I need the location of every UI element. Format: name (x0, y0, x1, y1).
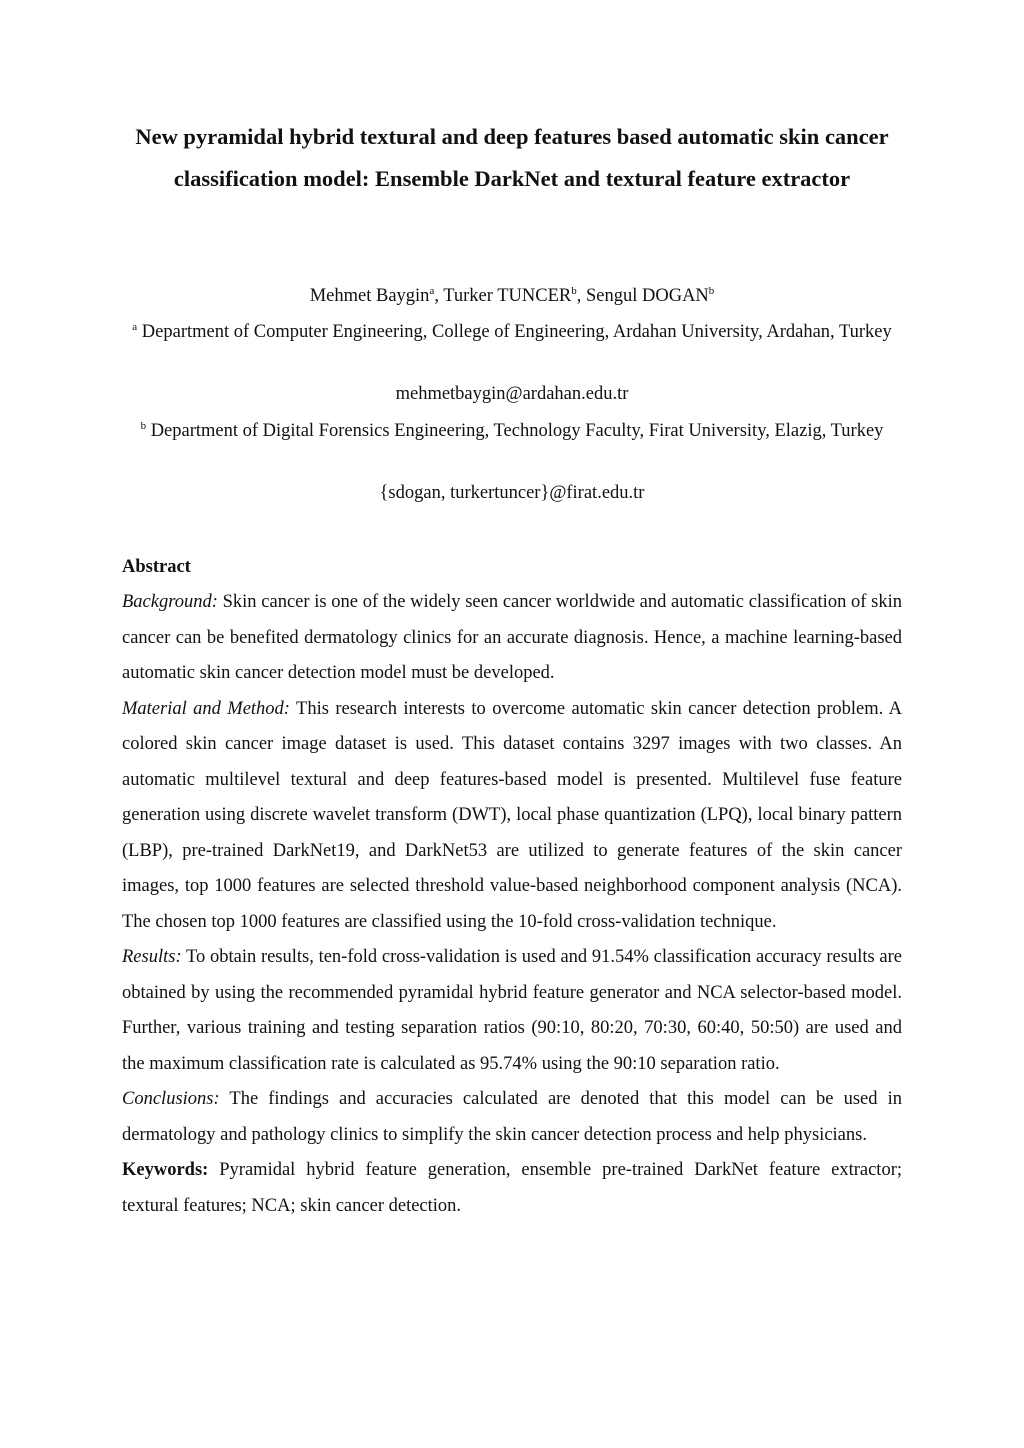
abstract-section-method (122, 692, 902, 941)
abstract-section-results (122, 940, 902, 1082)
section-text: This research interests to overcome automatic skin cancer detection problem. A colored skin cancer image dataset is used. This dataset contains 3297 images with two classes. An automatic multilevel textural and deep features-based model is presented. Multilevel fuse feature generation using discrete wavelet transform (DWT), local phase quantization (LPQ), local binary pattern (LBP), pre-trained DarkNet19, and DarkNet53 are utilized to generate features of the skin cancer images, top 1000 features are selected threshold value-based neighborhood component analysis (NCA). The chosen top 1000 features are classified using the 10-fold cross-validation technique. (122, 698, 902, 932)
author-name: Turker TUNCER (443, 286, 572, 306)
affiliation-text: Department of Computer Engineering, College of Engineering, Ardahan University, Ardahan, Turkey (141, 322, 892, 342)
section-label: Background: (122, 592, 218, 612)
author-separator: , (576, 286, 586, 306)
section-label: Conclusions: (122, 1089, 220, 1109)
author-email-a: mehmetbaygin@ardahan.edu.tr (395, 384, 629, 404)
section-text: Skin cancer is one of the widely seen cancer worldwide and automatic classification of skin cancer can be benefited dermatology clinics for an accurate diagnosis. Hence, a machine learning-based automatic skin cancer detection model must be developed. (122, 592, 902, 683)
author-email-b: {sdogan, turkertuncer}@firat.edu.tr (379, 483, 645, 503)
keywords-label: Keywords: (122, 1160, 209, 1180)
section-label: Results: (122, 947, 182, 967)
author-affiliation-mark: a (429, 284, 435, 297)
abstract-section-conclusions (122, 1082, 902, 1153)
keywords (122, 1153, 902, 1224)
author-list (110, 284, 914, 308)
affiliation-a (110, 320, 914, 344)
abstract-heading: Abstract (122, 557, 191, 577)
section-text: The findings and accuracies calculated are denoted that this model can be used in dermatology and pathology clinics to simplify the skin cancer detection process and help physicians. (122, 1089, 902, 1145)
author-affiliation-mark: b (571, 284, 577, 297)
affiliation-text: Department of Digital Forensics Engineering, Technology Faculty, Firat University, Elazig, Turkey (150, 421, 884, 441)
abstract-section-background (122, 585, 902, 692)
paper-title: New pyramidal hybrid textural and deep features based automatic skin cancer classification model: Ensemble DarkNet and textural feature extractor (135, 124, 889, 191)
abstract-body (122, 585, 902, 1224)
author-name: Sengul DOGAN (585, 286, 709, 306)
affiliation-b (110, 419, 914, 443)
keywords-text: Pyramidal hybrid feature generation, ensemble pre-trained DarkNet feature extractor; textural features; NCA; skin cancer detection. (122, 1160, 903, 1216)
author-name: Mehmet Baygin (309, 286, 430, 306)
author-affiliation-mark: b (708, 284, 715, 297)
author-separator: , (434, 286, 444, 306)
affiliation-mark: a (132, 320, 138, 333)
affiliation-mark: b (140, 419, 147, 432)
section-text: To obtain results, ten-fold cross-validation is used and 91.54% classification accuracy results are obtained by using the recommended pyramidal hybrid feature generator and NCA selector-based model. Further, various training and testing separation ratios (90:10, 80:20, 70:30, 60:40, 50:50) are used and the maximum classification rate is calculated as 95.74% using the 90:10 separation ratio. (122, 947, 902, 1074)
section-label: Material and Method: (122, 698, 290, 719)
